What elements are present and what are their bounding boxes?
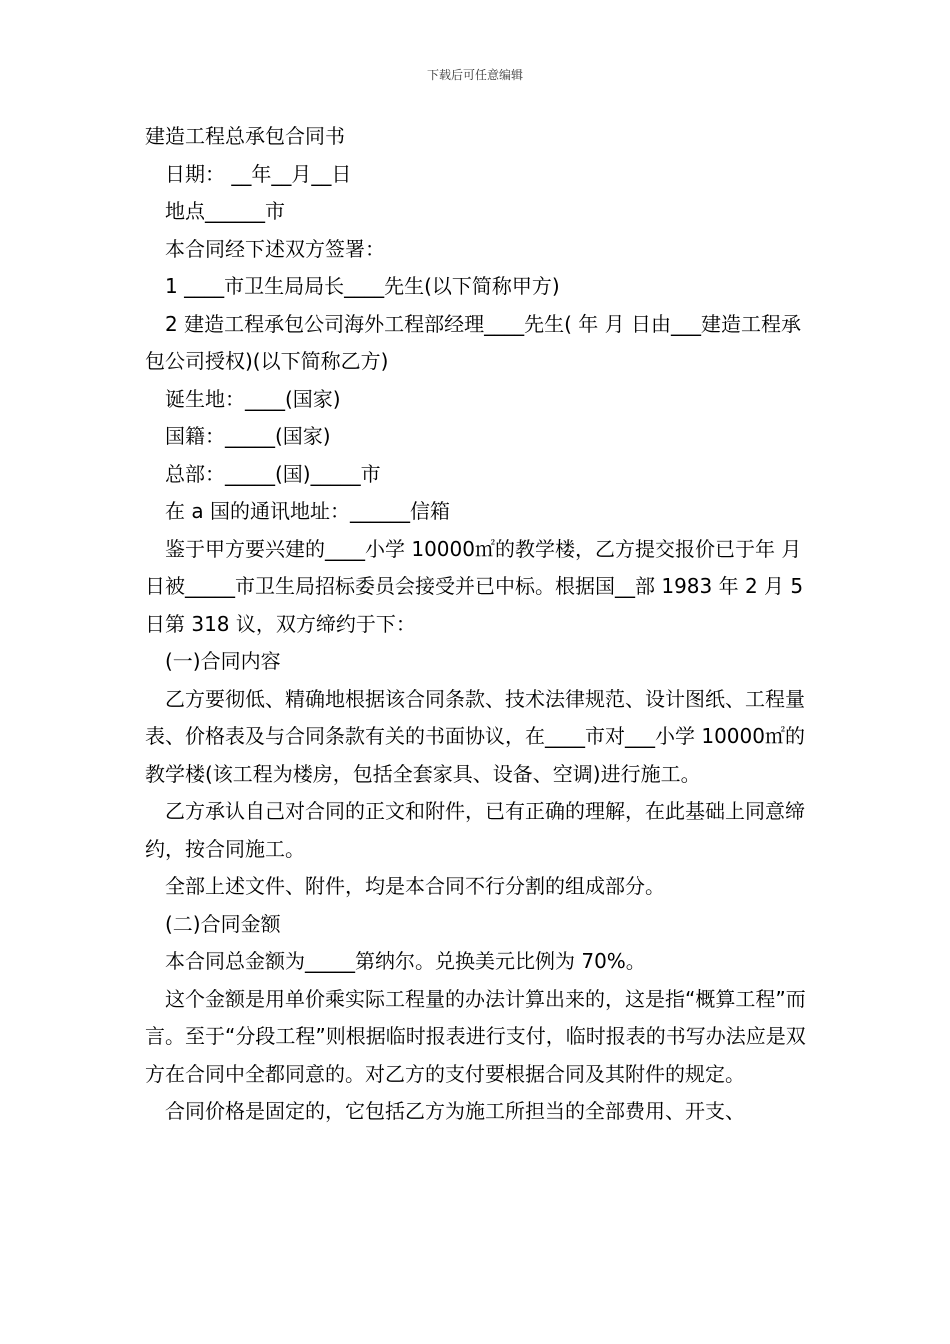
headquarters-line: 总部：_____(国)_____市 <box>165 461 381 486</box>
section-2-paragraph-2: 这个金额是用单价乘实际工程量的办法计算出来的，这是指“概算工程”而言。至于“分段工程”则根据临时报表进行支付，临时报表的书写办法应是双方在合同中全都同意的。对乙方的支付要根据合同及其附件的规定。 <box>145 986 806 1086</box>
section-1-paragraph-2: 乙方承认自己对合同的正文和附件，已有正确的理解，在此基础上同意缔约，按合同施工。 <box>145 799 805 861</box>
nationality-line: 国籍：_____(国家) <box>165 424 331 448</box>
section-1-heading: (一)合同内容 <box>165 649 281 673</box>
preamble-paragraph: 鉴于甲方要兴建的____小学 10000㎡的教学楼，乙方提交报价已于年 月 日被_____市卫生局招标委员会接受并已中标。根据国__部 1983 年 2 月 5 日第 318 议，双方缔约于下： <box>145 536 804 636</box>
address-line: 在 a 国的通讯地址：______信箱 <box>165 499 450 523</box>
place-line: 地点______市 <box>165 199 285 223</box>
document-body <box>145 118 813 1131</box>
date-line: 日期： __年__月__日 <box>165 161 352 186</box>
section-1-paragraph-3: 全部上述文件、附件，均是本合同不行分割的组成部分。 <box>165 874 665 898</box>
section-2-paragraph-1: 本合同总金额为_____第纳尔。兑换美元比例为 70%。 <box>165 949 646 973</box>
party-a-line: 1 ____市卫生局局长____先生(以下简称甲方) <box>165 274 560 298</box>
signing-line: 本合同经下述双方签署： <box>165 236 385 261</box>
party-b-paragraph: 2 建造工程承包公司海外工程部经理____先生( 年 月 日由___建造工程承包公司授权)(以下简称乙方) <box>145 311 801 373</box>
birthplace-line: 诞生地：____(国家) <box>165 386 341 411</box>
section-2-paragraph-3: 合同价格是固定的，它包括乙方为施工所担当的全部费用、开支、 <box>165 1099 745 1123</box>
section-1-paragraph-1: 乙方要彻低、精确地根据该合同条款、技术法律规范、设计图纸、工程量表、价格表及与合同条款有关的书面协议，在____市对___小学 10000㎡的教学楼(该工程为楼房，包括全套家具、设备、空调)进行施工。 <box>145 686 805 786</box>
section-2-heading: (二)合同金额 <box>165 911 281 936</box>
document-title: 建造工程总承包合同书 <box>145 124 345 148</box>
page-header-note: 下载后可任意编辑 <box>426 68 523 82</box>
